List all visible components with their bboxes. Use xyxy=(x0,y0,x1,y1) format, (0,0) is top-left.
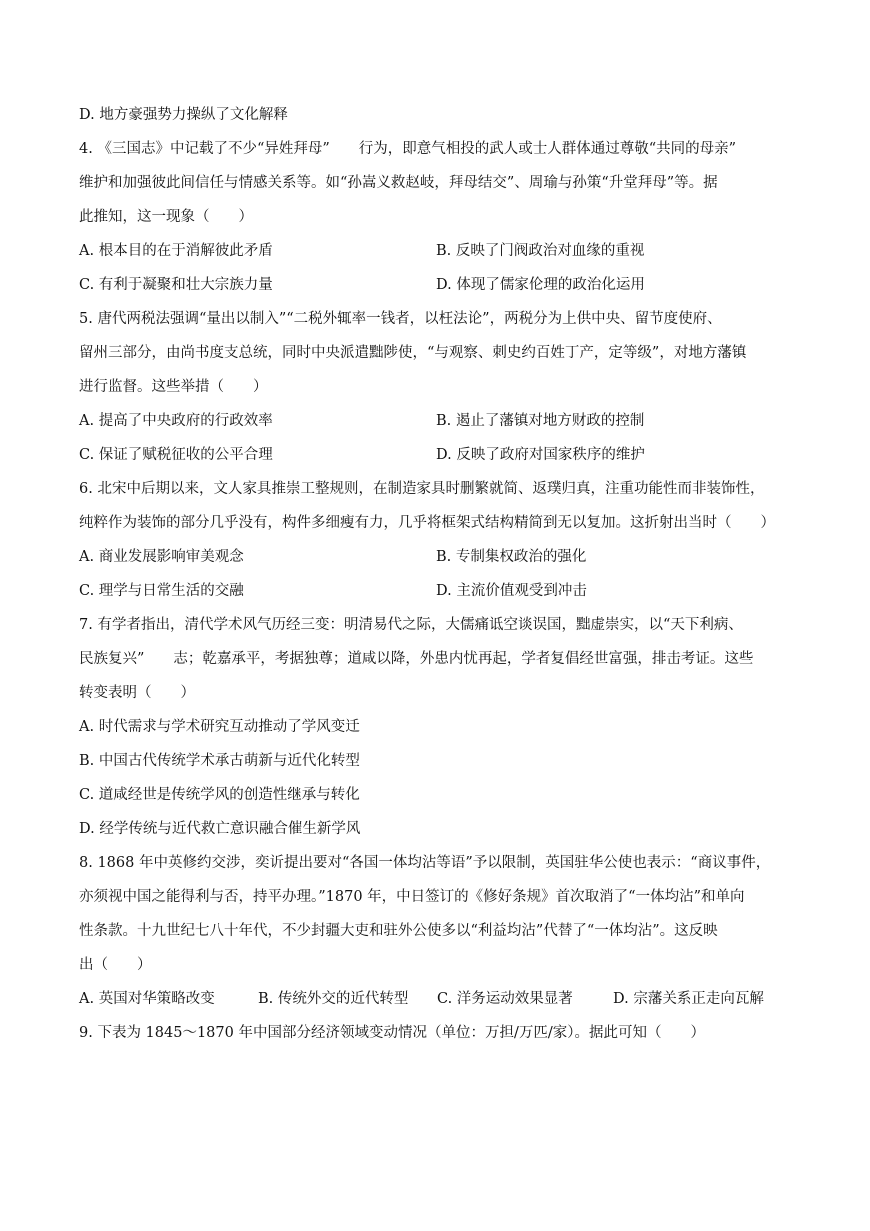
q4-options-row-2 xyxy=(79,273,809,297)
q8-options-row xyxy=(79,987,809,1011)
q5-option-b: B. 遏止了藩镇对地方财政的控制 xyxy=(436,413,645,429)
q6-option-a: A. 商业发展影响审美观念 xyxy=(79,549,244,565)
q4-option-d: D. 体现了儒家伦理的政治化运用 xyxy=(436,277,645,293)
q6-option-b: B. 专制集权政治的强化 xyxy=(436,549,587,565)
q4-options-row-1 xyxy=(79,239,809,263)
q8-option-a: A. 英国对华策略改变 xyxy=(79,991,215,1007)
q7-stem-line-1: 7. 有学者指出，清代学术风气历经三变：明清易代之际，大儒痛诋空谈误国，黜虚崇实，以“天下利病、 xyxy=(79,617,743,633)
q8-stem-line-1: 8. 1868 年中英修约交涉，奕䜣提出要对“各国一体均沾等语”予以限制，英国驻华公使也表示：“商议事件， xyxy=(79,855,771,871)
q4-option-c: C. 有利于凝聚和壮大宗族力量 xyxy=(79,277,273,293)
q7-option-d: D. 经学传统与近代救亡意识融合催生新学风 xyxy=(79,821,361,837)
q8-stem-line-2: 亦须视中国之能得利与否，持平办理。”1870 年，中日签订的《修好条规》首次取消了“一体均沾”和单向 xyxy=(79,889,745,905)
q7-stem-line-3: 转变表明（ ） xyxy=(79,685,195,701)
q4-stem-line-1: 4. 《三国志》中记载了不少“异姓拜母” 行为，即意气相投的武人或士人群体通过尊敬“共同的母亲” xyxy=(79,141,737,157)
q9-stem-line-1: 9. 下表为 1845～1870 年中国部分经济领域变动情况（单位：万担/万匹/家）。据此可知（ ） xyxy=(79,1025,705,1041)
question-content xyxy=(79,103,809,1055)
q4-stem-line-3: 此推知，这一现象（ ） xyxy=(79,209,253,225)
q3-option-d: D. 地方豪强势力操纵了文化解释 xyxy=(79,107,288,123)
q8-stem-line-4: 出（ ） xyxy=(79,957,152,973)
q6-stem-line-2: 纯粹作为装饰的部分几乎没有，构件多细瘦有力，几乎将框架式结构精简到无以复加。这折射出当时（ ） xyxy=(79,515,775,531)
q5-stem-line-1: 5. 唐代两税法强调“量出以制入”“二税外辄率一钱者，以枉法论”，两税分为上供中央、留节度使府、 xyxy=(79,311,722,327)
q5-stem-line-3: 进行监督。这些举措（ ） xyxy=(79,379,268,395)
q5-option-d: D. 反映了政府对国家秩序的维护 xyxy=(436,447,645,463)
q7-option-c: C. 道咸经世是传统学风的创造性继承与转化 xyxy=(79,787,360,803)
q6-stem-line-1: 6. 北宋中后期以来，文人家具推崇工整规则，在制造家具时删繁就简、返璞归真，注重功能性而非装饰性， xyxy=(79,481,765,497)
q8-option-c: C. 洋务运动效果显著 xyxy=(437,991,573,1007)
q8-option-d: D. 宗藩关系正走向瓦解 xyxy=(613,991,764,1007)
q4-stem-line-2: 维护和加强彼此间信任与情感关系等。如“孙嵩义救赵岐，拜母结交”、周瑜与孙策“升堂拜母”等。据 xyxy=(79,175,718,191)
q5-option-a: A. 提高了中央政府的行政效率 xyxy=(79,413,273,429)
q5-option-c: C. 保证了赋税征收的公平合理 xyxy=(79,447,273,463)
q6-options-row-1 xyxy=(79,545,809,569)
q4-option-b: B. 反映了门阀政治对血缘的重视 xyxy=(436,243,645,259)
q5-options-row-1 xyxy=(79,409,809,433)
q6-option-d: D. 主流价值观受到冲击 xyxy=(436,583,587,599)
q4-option-a: A. 根本目的在于消解彼此矛盾 xyxy=(79,243,273,259)
q7-option-b: B. 中国古代传统学术承古萌新与近代化转型 xyxy=(79,753,360,769)
q7-option-a: A. 时代需求与学术研究互动推动了学风变迁 xyxy=(79,719,360,735)
q5-stem-line-2: 留州三部分，由尚书度支总统，同时中央派遣黜陟使，“与观察、刺史约百姓丁产，定等级”，对地方藩镇 xyxy=(79,345,747,361)
q8-option-b: B. 传统外交的近代转型 xyxy=(258,991,409,1007)
q5-options-row-2 xyxy=(79,443,809,467)
q8-stem-line-3: 性条款。十九世纪七八十年代，不少封疆大吏和驻外公使多以“利益均沾”代替了“一体均沾”。这反映 xyxy=(79,923,718,939)
q7-stem-line-2: 民族复兴” 志；乾嘉承平，考据独尊；道咸以降，外患内忧再起，学者复倡经世富强，排击考证。这些 xyxy=(79,651,754,667)
q6-options-row-2 xyxy=(79,579,809,603)
q6-option-c: C. 理学与日常生活的交融 xyxy=(79,583,244,599)
